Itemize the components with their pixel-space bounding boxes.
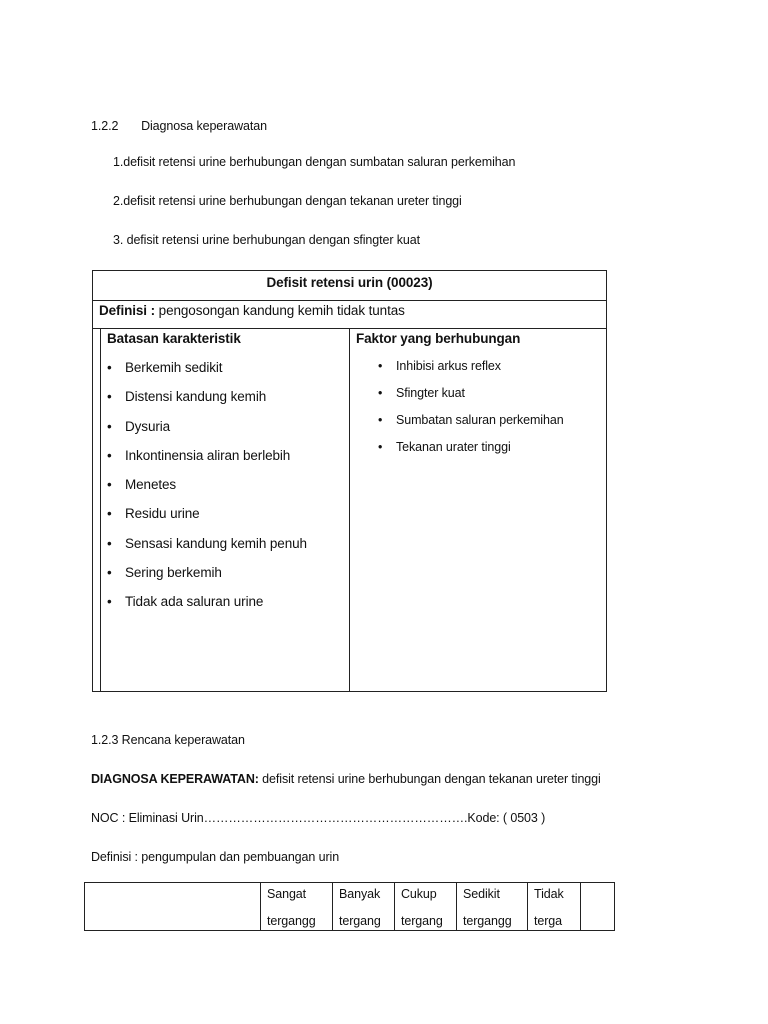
definition-label: Definisi : xyxy=(99,303,156,318)
list-item: • Inkontinensia aliran berlebih xyxy=(105,448,307,477)
diagnosis-label: DIAGNOSA KEPERAWATAN: xyxy=(91,772,259,786)
rating-header-line1: Sedikit xyxy=(463,887,500,901)
rating-header-line2: terga xyxy=(534,914,562,928)
right-column-header: Faktor yang berhubungan xyxy=(356,331,521,346)
column-divider xyxy=(349,329,350,691)
diagnosis-item-3: 3. defisit retensi urine berhubungan dengan sfingter kuat xyxy=(113,233,421,247)
rating-header-line2: tergangg xyxy=(463,914,512,928)
list-item: • Inhibisi arkus reflex xyxy=(376,359,564,386)
list-item: • Sensasi kandung kemih penuh xyxy=(105,536,307,565)
diagnosis-text: defisit retensi urine berhubungan dengan tekanan ureter tinggi xyxy=(258,772,601,786)
left-column-header: Batasan karakteristik xyxy=(107,331,241,346)
characteristics-section xyxy=(100,329,607,692)
rating-header-line1: Banyak xyxy=(339,887,381,901)
list-item: • Berkemih sedikit xyxy=(105,360,307,389)
nursing-diagnosis-line xyxy=(91,772,601,786)
list-item: • Residu urine xyxy=(105,506,307,535)
section-heading-123: 1.2.3 Rencana keperawatan xyxy=(91,733,245,747)
diagnosis-item-2: 2.defisit retensi urine berhubungan dengan tekanan ureter tinggi xyxy=(113,194,462,208)
related-factors-list xyxy=(376,359,564,467)
rating-table-cell xyxy=(456,883,527,930)
list-item: • Sering berkemih xyxy=(105,565,307,594)
list-item: • Tekanan urater tinggi xyxy=(376,440,564,467)
list-item: • Tidak ada saluran urine xyxy=(105,594,307,623)
diagnosis-item-1: 1.defisit retensi urine berhubungan dengan sumbatan saluran perkemihan xyxy=(113,155,516,169)
noc-line: NOC : Eliminasi Urin……………………………………………………….Kode: ( 0503 ) xyxy=(91,811,546,825)
rating-table-cell xyxy=(394,883,456,930)
list-item: • Dysuria xyxy=(105,419,307,448)
rating-header-line2: tergang xyxy=(339,914,381,928)
rating-table xyxy=(84,882,615,931)
rating-table-cell xyxy=(85,883,260,930)
rating-header-line2: tergangg xyxy=(267,914,316,928)
rating-header-line1: Tidak xyxy=(534,887,564,901)
rating-header-line1: Sangat xyxy=(267,887,307,901)
diagnosis-table xyxy=(92,270,607,692)
diagnosis-table-title: Defisit retensi urin (00023) xyxy=(93,271,606,301)
noc-definition-line: Definisi : pengumpulan dan pembuangan urin xyxy=(91,850,340,864)
list-item: • Distensi kandung kemih xyxy=(105,389,307,418)
rating-table-cell xyxy=(332,883,394,930)
list-item: • Sumbatan saluran perkemihan xyxy=(376,413,564,440)
definition-text: pengosongan kandung kemih tidak tuntas xyxy=(155,303,405,318)
section-number: 1.2.2 xyxy=(91,119,119,133)
characteristics-list xyxy=(105,360,307,624)
rating-table-cell xyxy=(527,883,580,930)
section-heading-122 xyxy=(91,119,267,133)
rating-table-cell xyxy=(260,883,332,930)
list-item: • Menetes xyxy=(105,477,307,506)
diagnosis-table-definition xyxy=(93,301,606,329)
list-item: • Sfingter kuat xyxy=(376,386,564,413)
rating-header-line1: Cukup xyxy=(401,887,437,901)
rating-header-line2: tergang xyxy=(401,914,443,928)
section-title: Diagnosa keperawatan xyxy=(141,119,267,133)
rating-table-cell xyxy=(580,883,614,930)
